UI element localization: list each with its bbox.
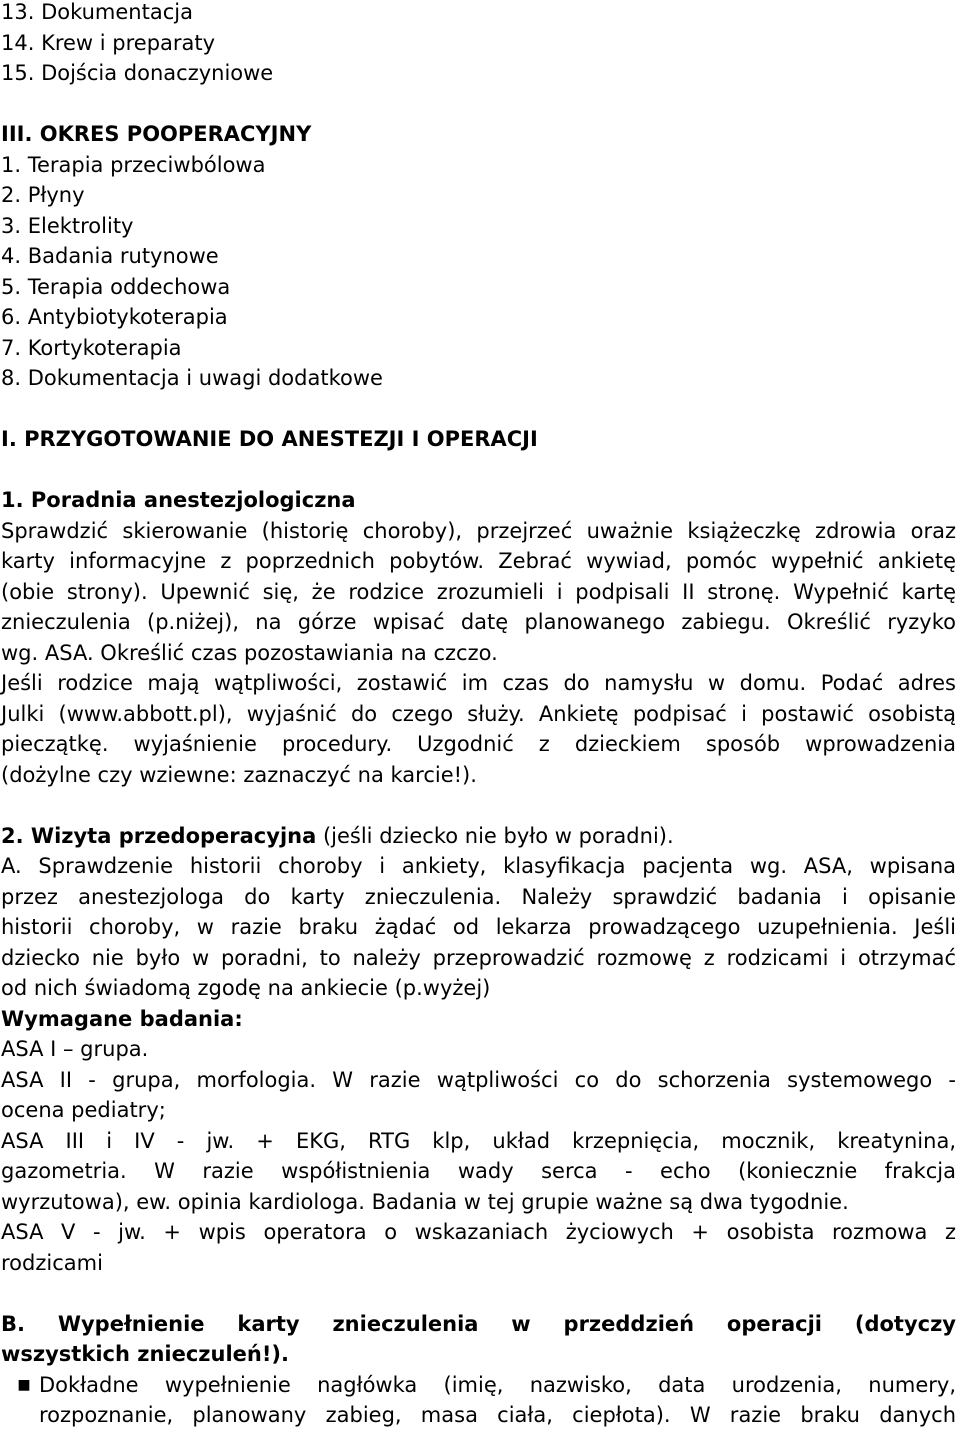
asa-line: ASA III i IV - jw. + EKG, RTG klp, układ krzepnięcia, mocznik, kreatynina, — [1, 1128, 956, 1153]
asa-line: ocena pediatry; — [1, 1098, 166, 1122]
spacer — [1, 455, 956, 486]
paragraph-line: przez anestezjologa do karty znieczulenia. Należy sprawdzić badania i opisanie — [1, 884, 956, 909]
spacer — [1, 1278, 956, 1309]
list-item: 15. Dojścia donaczyniowe — [1, 61, 274, 85]
subsection-heading-bold: 2. Wizyta przedoperacyjna — [1, 823, 317, 848]
subsection-heading: wszystkich znieczuleń!). — [1, 1342, 290, 1366]
list-item: 8. Dokumentacja i uwagi dodatkowe — [1, 366, 383, 390]
paragraph-line: (dożylne czy wziewne: zaznaczyć na karcie!). — [1, 762, 477, 787]
list-item: 13. Dokumentacja — [1, 0, 193, 24]
section-postoperative — [1, 119, 956, 394]
paragraph-line: karty informacyjne z poprzednich pobytów. Zebrać wywiad, pomóc wypełnić ankietę — [1, 549, 956, 573]
list-top — [1, 0, 956, 89]
list-item: 7. Kortykoterapia — [1, 335, 182, 360]
paragraph-line: pieczątkę. wyjaśnienie procedury. Uzgodnić z dzieckiem sposób wprowadzenia — [1, 732, 956, 756]
section-heading: III. OKRES POOPERACYJNY — [1, 122, 312, 146]
list-item: 5. Terapia oddechowa — [1, 274, 231, 299]
asa-line: ASA I – grupa. — [1, 1037, 149, 1061]
paragraph-line: A. Sprawdzenie historii choroby i ankiety, klasyfikacja pacjenta wg. ASA, wpisana — [1, 854, 956, 878]
list-item: 6. Antybiotykoterapia — [1, 305, 228, 329]
list-item: 14. Krew i preparaty — [1, 30, 216, 55]
bullet-text — [39, 1370, 956, 1431]
paragraph-line: od nich świadomą zgodę na ankiecie (p.wyżej) — [1, 976, 491, 1000]
document-page — [1, 0, 956, 1431]
subsection-heading-note: (jeśli dziecko nie było w poradni). — [316, 823, 674, 848]
subsection-heading — [1, 821, 956, 852]
section-heading: I. PRZYGOTOWANIE DO ANESTEZJI I OPERACJI — [1, 427, 538, 451]
list-item: 4. Badania rutynowe — [1, 244, 219, 268]
paragraph-line: znieczulenia (p.niżej), na górze wpisać datę planowanego zabiegu. Określić ryzyko — [1, 610, 956, 634]
paragraph-line: (obie strony). Upewnić się, że rodzice zrozumieli i podpisali II stronę. Wypełnić kartę — [1, 579, 956, 604]
subsection-heading: 1. Poradnia anestezjologiczna — [1, 488, 356, 512]
asa-line: ASA V - jw. + wpis operatora o wskazaniach życiowych + osobista rozmowa z — [1, 1220, 956, 1244]
asa-line: ASA II - grupa, morfologia. W razie wątpliwości co do schorzenia systemowego - — [1, 1067, 956, 1092]
paragraph-line: historii choroby, w razie braku żądać od lekarza prowadzącego uzupełnienia. Jeśli — [1, 915, 956, 939]
required-tests-heading: Wymagane badania: — [1, 1006, 243, 1031]
asa-line: rodzicami — [1, 1250, 103, 1275]
paragraph-line: dziecko nie było w poradni, to należy przeprowadzić rozmowę z rodzicami i otrzymać — [1, 945, 956, 970]
paragraph-line: Sprawdzić skierowanie (historię choroby), przejrzeć uważnie książeczkę zdrowia oraz — [1, 518, 956, 543]
spacer — [1, 790, 956, 821]
paragraph-line: rozpoznanie, planowany zabieg, masa ciała, ciepłota). W razie braku danych — [39, 1403, 956, 1427]
list-item: 1. Terapia przeciwbólowa — [1, 152, 266, 177]
asa-requirements — [1, 1034, 956, 1278]
paragraph-line: Jeśli rodzice mają wątpliwości, zostawić im czas do namysłu w domu. Podać adres — [1, 671, 956, 695]
list-item: 2. Płyny — [1, 183, 85, 207]
square-bullet-icon: ■ — [17, 1376, 31, 1393]
paragraph-line: Dokładne wypełnienie nagłówka (imię, nazwisko, data urodzenia, numery, — [39, 1372, 956, 1397]
paragraph-line: Julki (www.abbott.pl), wyjaśnić do czego służy. Ankietę podpisać i postawić osobistą — [1, 701, 956, 726]
spacer — [1, 89, 956, 120]
section-preparation — [1, 424, 956, 1431]
spacer — [1, 394, 956, 425]
subsection-heading: B. Wypełnienie karty znieczulenia w przeddzień operacji (dotyczy — [1, 1311, 956, 1336]
paragraph-line: wg. ASA. Określić czas pozostawiania na czczo. — [1, 640, 498, 665]
asa-line: gazometria. W razie współistnienia wady serca - echo (koniecznie frakcja — [1, 1159, 956, 1183]
list-item: 3. Elektrolity — [1, 213, 134, 238]
bullet-item — [1, 1370, 956, 1431]
asa-line: wyrzutowa), ew. opinia kardiologa. Badania w tej grupie ważne są dwa tygodnie. — [1, 1189, 849, 1214]
